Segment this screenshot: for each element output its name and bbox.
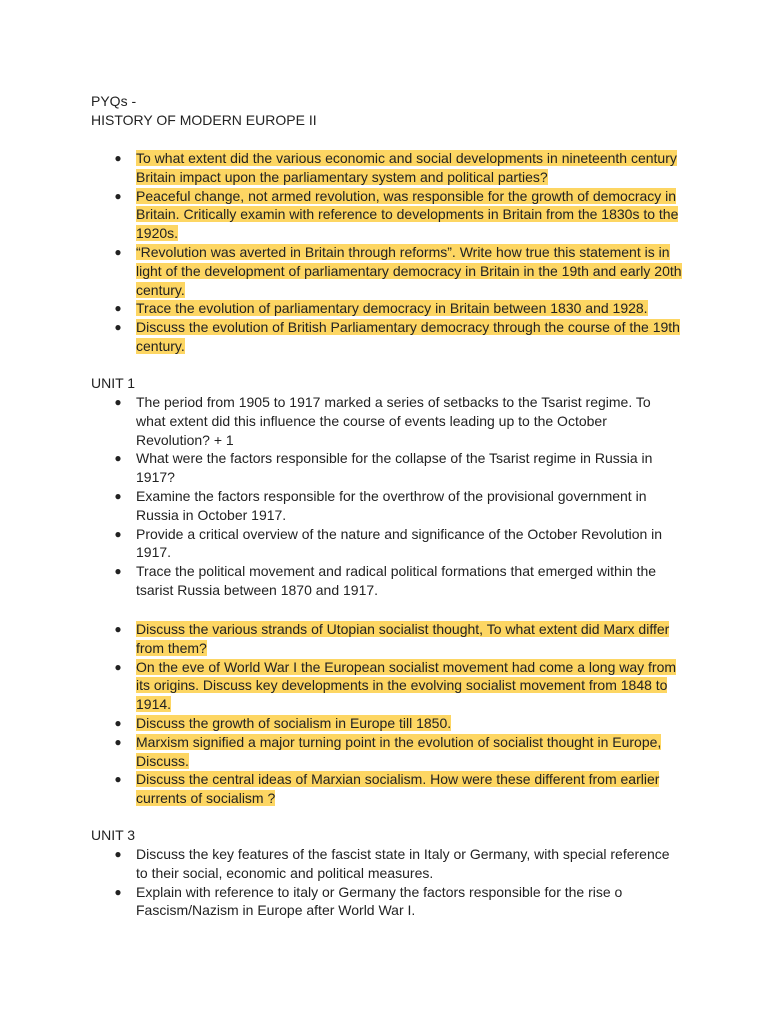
list-item: ● The period from 1905 to 1917 marked a series of setbacks to the Tsarist regime. To what extent did this influence the course of events leading up to the October Revolution? + 1: [114, 394, 651, 448]
section-britain: [0, 149, 768, 356]
list-item: ● Discuss the various strands of Utopian socialist thought, To what extent did Marx differ from them?: [114, 621, 670, 656]
section-unit-1: [0, 393, 768, 600]
section-heading-unit-1: UNIT 1: [91, 375, 136, 391]
list-item: ● Peaceful change, not armed revolution, was responsible for the growth of democracy in Britain. Critically examin with reference to developments in Britain from the 1830s to the 1920s.: [114, 187, 679, 242]
list-item: ● Explain with reference to italy or Germany the factors responsible for the rise o Fascism/Nazism in Europe after World War I.: [114, 883, 623, 919]
list-item: ● What were the factors responsible for the collapse of the Tsarist regime in Russia in 1917?: [114, 450, 653, 486]
question-list: [0, 149, 768, 356]
list-item: ● Discuss the evolution of British Parliamentary democracy through the course of the 19th century.: [114, 319, 680, 354]
doc-title-line-1: PYQs -: [91, 93, 137, 109]
question-list: [0, 393, 768, 600]
section-heading-unit-3: UNIT 3: [91, 827, 136, 843]
list-item: ● Discuss the central ideas of Marxian socialism. How were these different from earlier currents of socialism ?: [114, 771, 660, 807]
question-list: [0, 620, 768, 808]
list-item: ● To what extent did the various economic and social developments in nineteenth century Britain impact upon the parliamentary system and political parties?: [114, 150, 677, 185]
list-item: ● Marxism signified a major turning point in the evolution of socialist thought in Europe, Discuss.: [114, 733, 662, 769]
section-unit-3: [0, 845, 768, 920]
doc-title-line-2: HISTORY OF MODERN EUROPE II: [91, 112, 317, 128]
list-item: ● On the eve of World War I the European socialist movement had come a long way from its origins. Discuss key developments in the evolving socialist movement from 1848 to 1914.: [114, 658, 677, 713]
list-item: ● Discuss the growth of socialism in Europe till 1850.: [114, 714, 452, 731]
question-list: [0, 845, 768, 920]
list-item: ● Trace the political movement and radical political formations that emerged within the tsarist Russia between 1870 and 1917.: [114, 563, 657, 598]
list-item: ● Provide a critical overview of the nature and significance of the October Revolution in 1917.: [114, 525, 663, 561]
list-item: ● Trace the evolution of parliamentary democracy in Britain between 1830 and 1928.: [114, 300, 648, 317]
list-item: ● “Revolution was averted in Britain through reforms”. Write how true this statement is in light of the development of parliamentary democracy in Britain in the 19th and early 20th century.: [114, 243, 682, 298]
section-socialism: [0, 620, 768, 808]
list-item: ● Examine the factors responsible for the overthrow of the provisional government in Russia in October 1917.: [114, 487, 647, 523]
list-item: ● Discuss the key features of the fascist state in Italy or Germany, with special reference to their social, economic and political measures.: [114, 846, 670, 881]
